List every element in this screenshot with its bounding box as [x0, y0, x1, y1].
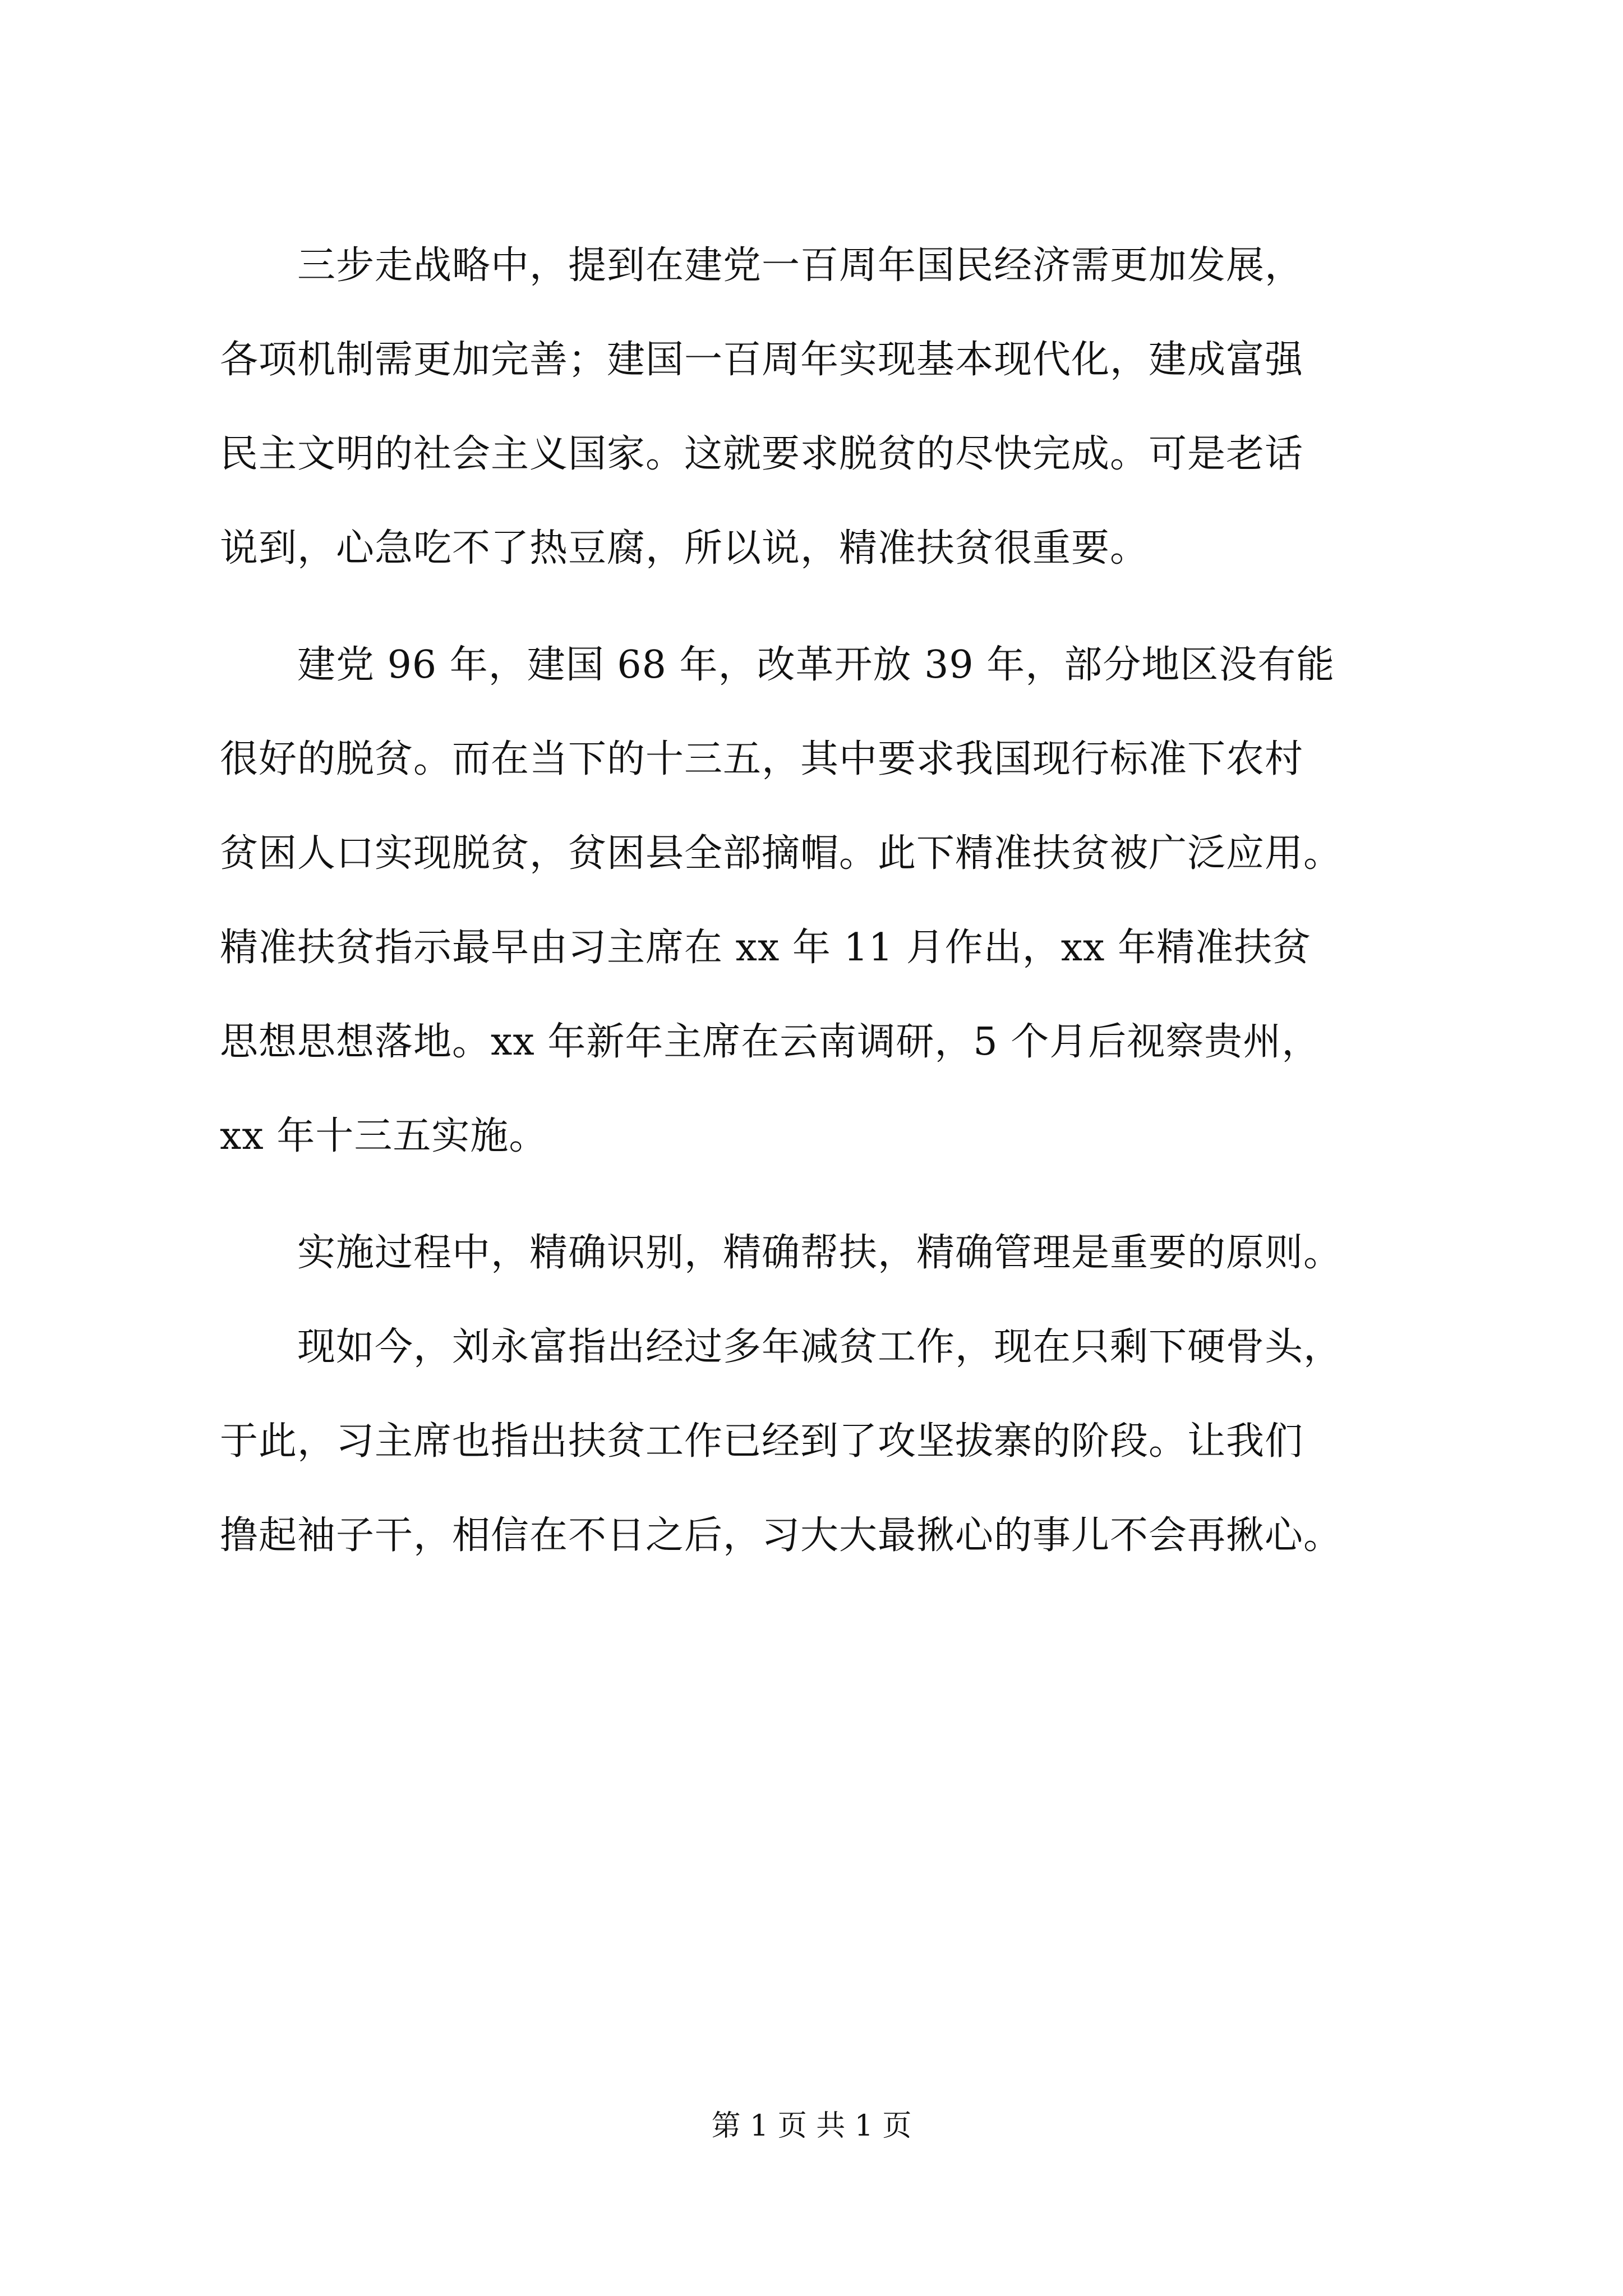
text-line: xx 年十三五实施。	[220, 1114, 548, 1158]
paragraph-4	[220, 1300, 1426, 1583]
text-line: 现如今，刘永富指出经过多年减贫工作，现在只剩下硬骨头，	[220, 1325, 1343, 1369]
document-body	[220, 219, 1426, 1583]
text-line: 很好的脱贫。而在当下的十三五，其中要求我国现行标准下农村	[220, 737, 1304, 781]
paragraph-2	[220, 618, 1426, 1184]
text-line: 撸起袖子干，相信在不日之后，习大大最揪心的事儿不会再揪心。	[220, 1513, 1343, 1558]
paragraph-1	[220, 219, 1426, 596]
text-line: 说到，心急吃不了热豆腐，所以说，精准扶贫很重要。	[220, 526, 1149, 570]
paragraph-3	[220, 1206, 1426, 1300]
text-line: 实施过程中，精确识别，精确帮扶，精确管理是重要的原则。	[220, 1231, 1343, 1275]
text-line: 于此，习主席也指出扶贫工作已经到了攻坚拔寨的阶段。让我们	[220, 1419, 1304, 1464]
text-line: 精准扶贫指示最早由习主席在 xx 年 11 月作出，xx 年精准扶贫	[220, 926, 1312, 970]
text-line: 建党 96 年，建国 68 年，改革开放 39 年，部分地区没有能	[220, 643, 1335, 687]
text-line: 三步走战略中，提到在建党一百周年国民经济需更加发展，	[220, 243, 1304, 288]
text-line: 民主文明的社会主义国家。这就要求脱贫的尽快完成。可是老话	[220, 432, 1304, 476]
text-line: 贫困人口实现脱贫，贫困县全部摘帽。此下精准扶贫被广泛应用。	[220, 831, 1343, 876]
text-line: 思想思想落地。xx 年新年主席在云南调研，5 个月后视察贵州，	[220, 1020, 1321, 1064]
text-line: 各项机制需更加完善；建国一百周年实现基本现代化，建成富强	[220, 338, 1304, 382]
page-number-footer: 第 1 页 共 1 页	[711, 2109, 912, 2143]
